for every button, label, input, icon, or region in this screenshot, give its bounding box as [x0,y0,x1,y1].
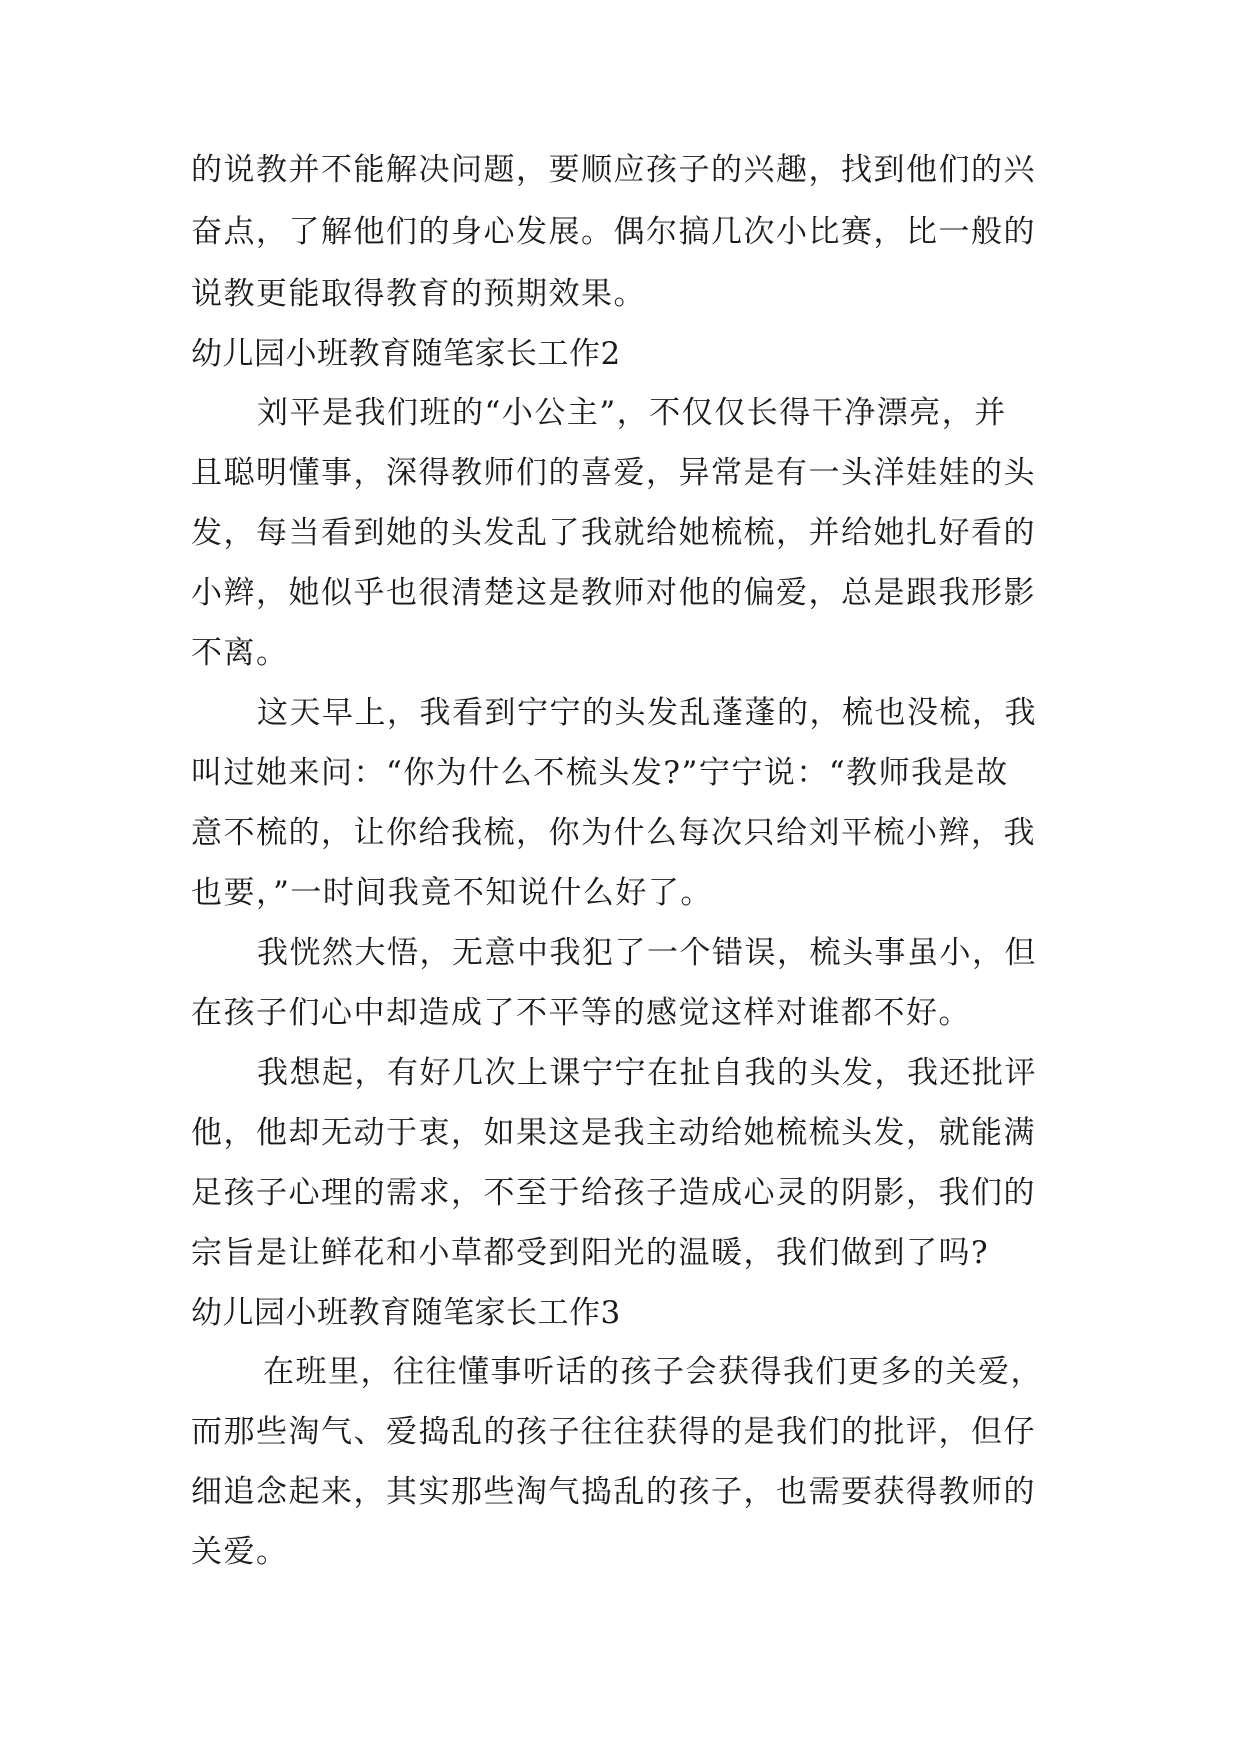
paragraph-line: 而那些淘气、爱捣乱的孩子往往获得的是我们的批评，但仔 [191,1414,1036,1450]
paragraph-line: 细追念起来，其实那些淘气捣乱的孩子，也需要获得教师的 [191,1474,1036,1510]
paragraph-line: 也要，”一时间我竟不知说什么好了。 [191,875,713,911]
paragraph-line: 意不梳的，让你给我梳，你为什么每次只给刘平梳小辫，我 [191,815,1036,851]
paragraph-line: 刘平是我们班的“小公主”，不仅仅长得干净漂亮，并 [257,395,1007,431]
paragraph-line: 在孩子们心中却造成了不平等的感觉这样对谁都不好。 [191,995,971,1031]
paragraph-line: 足孩子心理的需求，不至于给孩子造成心灵的阴影，我们的 [191,1175,1036,1211]
paragraph-line: 在班里，往往懂事听话的孩子会获得我们更多的关爱， [263,1354,1043,1390]
paragraph-line: 发，每当看到她的头发乱了我就给她梳梳，并给她扎好看的 [191,515,1036,551]
paragraph-line: 叫过她来问：“你为什么不梳头发?”宁宁说：“教师我是故 [191,755,1009,791]
paragraph-line: 说教更能取得教育的预期效果。 [191,276,646,312]
paragraph-line: 的说教并不能解决问题，要顺应孩子的兴趣，找到他们的兴 [191,152,1036,188]
paragraph-line: 这天早上，我看到宁宁的头发乱蓬蓬的，梳也没梳，我 [257,695,1037,731]
section-heading: 幼儿园小班教育随笔家长工作2 [191,336,621,372]
paragraph-line: 我恍然大悟，无意中我犯了一个错误，梳头事虽小，但 [257,935,1037,971]
paragraph-line: 且聪明懂事，深得教师们的喜爱，异常是有一头洋娃娃的头 [191,455,1036,491]
paragraph-line: 他，他却无动于衷，如果这是我主动给她梳梳头发，就能满 [191,1115,1036,1151]
paragraph-line: 小辫，她似乎也很清楚这是教师对他的偏爱，总是跟我形影 [191,575,1036,611]
paragraph-line: 不离。 [191,635,289,671]
paragraph-line: 宗旨是让鲜花和小草都受到阳光的温暖，我们做到了吗? [191,1235,990,1271]
paragraph-line: 我想起，有好几次上课宁宁在扯自我的头发，我还批评 [257,1055,1037,1091]
section-heading: 幼儿园小班教育随笔家长工作3 [191,1295,621,1331]
paragraph-line: 关爱。 [191,1534,289,1570]
paragraph-line: 奋点，了解他们的身心发展。偶尔搞几次小比赛，比一般的 [191,214,1036,250]
